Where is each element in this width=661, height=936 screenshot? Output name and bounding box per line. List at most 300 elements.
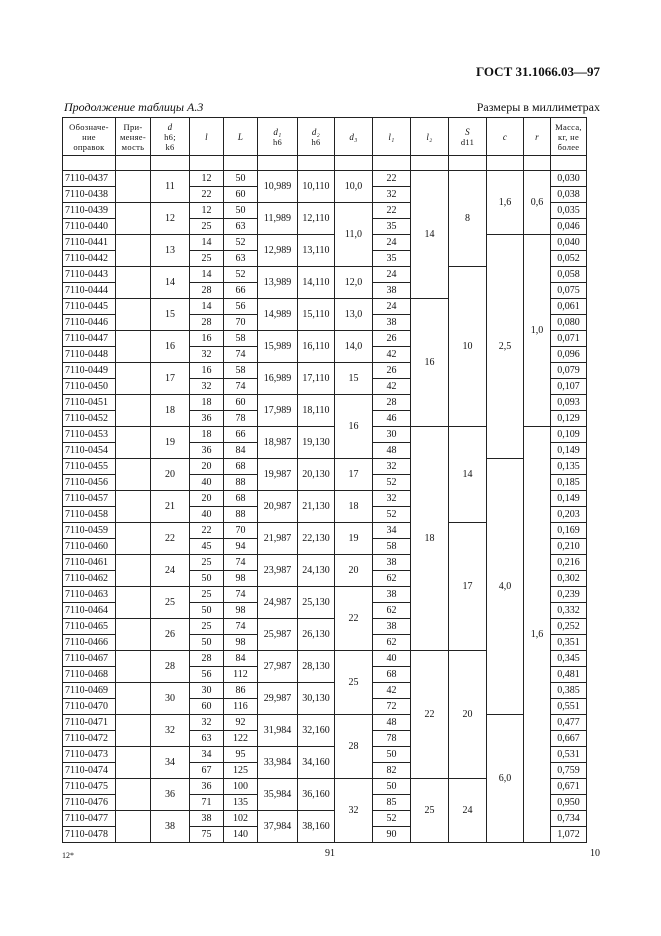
cell-mass: 0,040 (551, 235, 587, 251)
cell-L: 116 (224, 699, 258, 715)
mandrel-dimensions-table (62, 117, 587, 843)
cell-designation: 7110-0452 (63, 411, 116, 427)
column-header: При- меняе- мость (116, 118, 151, 156)
footer-signature-mark: 12* (62, 851, 74, 860)
cell-d: 34 (151, 747, 190, 779)
cell-mass: 0,109 (551, 427, 587, 443)
cell-mass: 0,096 (551, 347, 587, 363)
cell-l2: 25 (411, 779, 449, 843)
column-header: r (524, 118, 551, 156)
cell-d1: 18,987 (258, 427, 298, 459)
cell-l: 25 (190, 251, 224, 267)
cell-l: 20 (190, 491, 224, 507)
cell-d3: 14,0 (335, 331, 373, 363)
cell-l: 60 (190, 699, 224, 715)
cell-applicability (116, 235, 151, 267)
cell-designation: 7110-0449 (63, 363, 116, 379)
cell-L: 74 (224, 587, 258, 603)
cell-mass: 0,667 (551, 731, 587, 747)
cell-l1: 24 (373, 267, 411, 283)
cell-designation: 7110-0447 (63, 331, 116, 347)
cell-d1: 23,987 (258, 555, 298, 587)
cell-d: 12 (151, 203, 190, 235)
cell-l: 18 (190, 395, 224, 411)
cell-l1: 35 (373, 219, 411, 235)
cell-designation: 7110-0439 (63, 203, 116, 219)
cell-d1: 37,984 (258, 811, 298, 843)
cell-l1: 32 (373, 459, 411, 475)
cell-L: 66 (224, 427, 258, 443)
cell-d1: 15,989 (258, 331, 298, 363)
cell-d: 19 (151, 427, 190, 459)
cell-l: 12 (190, 203, 224, 219)
cell-mass: 0,135 (551, 459, 587, 475)
cell-L: 84 (224, 651, 258, 667)
cell-mass: 0,075 (551, 283, 587, 299)
cell-designation: 7110-0448 (63, 347, 116, 363)
cell-l: 32 (190, 715, 224, 731)
cell-L: 122 (224, 731, 258, 747)
cell-designation: 7110-0437 (63, 171, 116, 187)
cell-applicability (116, 523, 151, 555)
cell-l1: 38 (373, 619, 411, 635)
cell-d: 25 (151, 587, 190, 619)
cell-d2: 16,110 (298, 331, 335, 363)
cell-designation: 7110-0468 (63, 667, 116, 683)
cell-l: 25 (190, 555, 224, 571)
cell-d2: 25,130 (298, 587, 335, 619)
header-gap-row (63, 156, 587, 171)
cell-d: 36 (151, 779, 190, 811)
cell-designation: 7110-0446 (63, 315, 116, 331)
cell-L: 52 (224, 235, 258, 251)
cell-l: 25 (190, 219, 224, 235)
cell-l1: 46 (373, 411, 411, 427)
cell-d1: 29,987 (258, 683, 298, 715)
cell-l: 14 (190, 235, 224, 251)
cell-applicability (116, 715, 151, 747)
cell-l1: 48 (373, 715, 411, 731)
cell-L: 50 (224, 171, 258, 187)
table-row (63, 715, 587, 731)
cell-L: 74 (224, 347, 258, 363)
cell-L: 68 (224, 459, 258, 475)
cell-l: 28 (190, 651, 224, 667)
cell-S: 17 (449, 523, 487, 651)
cell-L: 56 (224, 299, 258, 315)
cell-applicability (116, 683, 151, 715)
cell-l1: 72 (373, 699, 411, 715)
cell-d2: 18,110 (298, 395, 335, 427)
cell-L: 95 (224, 747, 258, 763)
cell-l2: 22 (411, 651, 449, 779)
cell-mass: 0,149 (551, 443, 587, 459)
cell-applicability (116, 491, 151, 523)
cell-designation: 7110-0467 (63, 651, 116, 667)
cell-d3: 32 (335, 779, 373, 843)
cell-L: 58 (224, 331, 258, 347)
cell-l1: 32 (373, 491, 411, 507)
cell-L: 60 (224, 395, 258, 411)
cell-mass: 0,169 (551, 523, 587, 539)
cell-mass: 0,481 (551, 667, 587, 683)
cell-applicability (116, 619, 151, 651)
cell-designation: 7110-0454 (63, 443, 116, 459)
column-header: d₂ h6 (298, 118, 335, 156)
cell-L: 112 (224, 667, 258, 683)
cell-d: 15 (151, 299, 190, 331)
cell-l1: 38 (373, 587, 411, 603)
cell-l: 30 (190, 683, 224, 699)
cell-l1: 32 (373, 187, 411, 203)
cell-L: 125 (224, 763, 258, 779)
cell-L: 86 (224, 683, 258, 699)
cell-l1: 52 (373, 475, 411, 491)
cell-l: 50 (190, 571, 224, 587)
cell-designation: 7110-0474 (63, 763, 116, 779)
cell-d2: 15,110 (298, 299, 335, 331)
cell-d2: 17,110 (298, 363, 335, 395)
cell-designation: 7110-0441 (63, 235, 116, 251)
cell-l: 18 (190, 427, 224, 443)
cell-mass: 0,079 (551, 363, 587, 379)
cell-l: 36 (190, 779, 224, 795)
cell-d: 32 (151, 715, 190, 747)
cell-L: 84 (224, 443, 258, 459)
cell-d1: 21,987 (258, 523, 298, 555)
cell-l1: 34 (373, 523, 411, 539)
cell-mass: 0,052 (551, 251, 587, 267)
cell-L: 74 (224, 379, 258, 395)
cell-designation: 7110-0456 (63, 475, 116, 491)
cell-L: 88 (224, 507, 258, 523)
cell-designation: 7110-0475 (63, 779, 116, 795)
cell-mass: 1,072 (551, 827, 587, 843)
column-header: c (487, 118, 524, 156)
cell-applicability (116, 427, 151, 459)
cell-l: 16 (190, 363, 224, 379)
cell-l1: 52 (373, 507, 411, 523)
cell-applicability (116, 651, 151, 683)
cell-mass: 0,061 (551, 299, 587, 315)
cell-mass: 0,332 (551, 603, 587, 619)
cell-L: 94 (224, 539, 258, 555)
cell-mass: 0,551 (551, 699, 587, 715)
sheet-number: 10 (590, 848, 600, 859)
cell-d1: 16,989 (258, 363, 298, 395)
cell-designation: 7110-0478 (63, 827, 116, 843)
cell-designation: 7110-0463 (63, 587, 116, 603)
cell-d2: 28,130 (298, 651, 335, 683)
cell-L: 66 (224, 283, 258, 299)
cell-d: 24 (151, 555, 190, 587)
cell-d2: 13,110 (298, 235, 335, 267)
cell-l1: 68 (373, 667, 411, 683)
cell-mass: 0,203 (551, 507, 587, 523)
cell-d3: 20 (335, 555, 373, 587)
cell-l1: 24 (373, 299, 411, 315)
cell-L: 88 (224, 475, 258, 491)
cell-l1: 42 (373, 379, 411, 395)
column-header: S d11 (449, 118, 487, 156)
cell-L: 135 (224, 795, 258, 811)
cell-designation: 7110-0451 (63, 395, 116, 411)
cell-d: 11 (151, 171, 190, 203)
cell-mass: 0,302 (551, 571, 587, 587)
cell-mass: 0,071 (551, 331, 587, 347)
cell-c: 6,0 (487, 715, 524, 843)
cell-l1: 62 (373, 571, 411, 587)
cell-d1: 12,989 (258, 235, 298, 267)
cell-L: 60 (224, 187, 258, 203)
cell-d1: 31,984 (258, 715, 298, 747)
cell-l2: 14 (411, 171, 449, 299)
cell-d3: 12,0 (335, 267, 373, 299)
cell-d1: 13,989 (258, 267, 298, 299)
cell-mass: 0,058 (551, 267, 587, 283)
cell-d2: 10,110 (298, 171, 335, 203)
cell-d2: 21,130 (298, 491, 335, 523)
cell-l: 28 (190, 315, 224, 331)
cell-l1: 30 (373, 427, 411, 443)
cell-applicability (116, 811, 151, 843)
cell-l: 40 (190, 475, 224, 491)
cell-mass: 0,080 (551, 315, 587, 331)
cell-applicability (116, 331, 151, 363)
cell-l1: 42 (373, 347, 411, 363)
cell-mass: 0,734 (551, 811, 587, 827)
cell-l1: 28 (373, 395, 411, 411)
cell-d: 21 (151, 491, 190, 523)
cell-mass: 0,385 (551, 683, 587, 699)
cell-l1: 26 (373, 363, 411, 379)
cell-l1: 85 (373, 795, 411, 811)
cell-d1: 20,987 (258, 491, 298, 523)
cell-d3: 16 (335, 395, 373, 459)
cell-l: 20 (190, 459, 224, 475)
cell-d2: 30,130 (298, 683, 335, 715)
cell-designation: 7110-0459 (63, 523, 116, 539)
cell-designation: 7110-0465 (63, 619, 116, 635)
cell-S: 24 (449, 779, 487, 843)
cell-d1: 14,989 (258, 299, 298, 331)
cell-l1: 50 (373, 747, 411, 763)
cell-applicability (116, 267, 151, 299)
cell-c: 1,6 (487, 171, 524, 235)
cell-S: 10 (449, 267, 487, 427)
cell-applicability (116, 363, 151, 395)
cell-l2: 18 (411, 427, 449, 651)
cell-L: 98 (224, 603, 258, 619)
column-header: l₂ (411, 118, 449, 156)
cell-mass: 0,531 (551, 747, 587, 763)
cell-l: 16 (190, 331, 224, 347)
cell-designation: 7110-0440 (63, 219, 116, 235)
cell-mass: 0,345 (551, 651, 587, 667)
cell-designation: 7110-0457 (63, 491, 116, 507)
cell-L: 68 (224, 491, 258, 507)
cell-d3: 25 (335, 651, 373, 715)
cell-l1: 52 (373, 811, 411, 827)
cell-designation: 7110-0453 (63, 427, 116, 443)
cell-d: 38 (151, 811, 190, 843)
cell-d2: 19,130 (298, 427, 335, 459)
cell-l: 56 (190, 667, 224, 683)
cell-designation: 7110-0473 (63, 747, 116, 763)
cell-L: 78 (224, 411, 258, 427)
cell-L: 100 (224, 779, 258, 795)
cell-L: 63 (224, 219, 258, 235)
column-header: d h6; k6 (151, 118, 190, 156)
cell-L: 58 (224, 363, 258, 379)
cell-l1: 24 (373, 235, 411, 251)
cell-d1: 11,989 (258, 203, 298, 235)
cell-l1: 82 (373, 763, 411, 779)
cell-r: 1,0 (524, 235, 551, 427)
cell-l: 32 (190, 379, 224, 395)
cell-designation: 7110-0476 (63, 795, 116, 811)
cell-d1: 10,989 (258, 171, 298, 203)
cell-designation: 7110-0461 (63, 555, 116, 571)
cell-l1: 35 (373, 251, 411, 267)
column-header: d₃ (335, 118, 373, 156)
cell-l: 25 (190, 619, 224, 635)
cell-l: 75 (190, 827, 224, 843)
cell-d2: 26,130 (298, 619, 335, 651)
cell-d2: 14,110 (298, 267, 335, 299)
cell-l: 22 (190, 187, 224, 203)
cell-designation: 7110-0442 (63, 251, 116, 267)
cell-r: 0,6 (524, 171, 551, 235)
cell-mass: 0,093 (551, 395, 587, 411)
cell-l: 38 (190, 811, 224, 827)
cell-designation: 7110-0471 (63, 715, 116, 731)
column-header: d₁ h6 (258, 118, 298, 156)
cell-l: 32 (190, 347, 224, 363)
cell-designation: 7110-0464 (63, 603, 116, 619)
cell-d1: 25,987 (258, 619, 298, 651)
table-row (63, 459, 587, 475)
cell-mass: 0,046 (551, 219, 587, 235)
cell-d2: 34,160 (298, 747, 335, 779)
cell-l: 28 (190, 283, 224, 299)
cell-designation: 7110-0450 (63, 379, 116, 395)
cell-d3: 17 (335, 459, 373, 491)
cell-d: 18 (151, 395, 190, 427)
cell-l: 14 (190, 267, 224, 283)
cell-d2: 12,110 (298, 203, 335, 235)
cell-L: 70 (224, 523, 258, 539)
cell-L: 52 (224, 267, 258, 283)
cell-d3: 28 (335, 715, 373, 779)
cell-mass: 0,950 (551, 795, 587, 811)
cell-mass: 0,252 (551, 619, 587, 635)
cell-l1: 38 (373, 555, 411, 571)
cell-l: 50 (190, 635, 224, 651)
cell-l: 45 (190, 539, 224, 555)
cell-l1: 40 (373, 651, 411, 667)
cell-d3: 19 (335, 523, 373, 555)
cell-mass: 0,107 (551, 379, 587, 395)
cell-l1: 22 (373, 203, 411, 219)
cell-d2: 38,160 (298, 811, 335, 843)
cell-d3: 18 (335, 491, 373, 523)
column-header: L (224, 118, 258, 156)
cell-d3: 11,0 (335, 203, 373, 267)
cell-l1: 62 (373, 635, 411, 651)
cell-designation: 7110-0445 (63, 299, 116, 315)
cell-d1: 27,987 (258, 651, 298, 683)
cell-l1: 78 (373, 731, 411, 747)
cell-applicability (116, 779, 151, 811)
cell-l: 71 (190, 795, 224, 811)
cell-d1: 33,984 (258, 747, 298, 779)
cell-l: 22 (190, 523, 224, 539)
cell-S: 8 (449, 171, 487, 267)
cell-mass: 0,477 (551, 715, 587, 731)
cell-L: 74 (224, 619, 258, 635)
cell-d1: 35,984 (258, 779, 298, 811)
cell-S: 20 (449, 651, 487, 779)
cell-designation: 7110-0477 (63, 811, 116, 827)
cell-c: 2,5 (487, 235, 524, 459)
cell-d2: 22,130 (298, 523, 335, 555)
cell-designation: 7110-0470 (63, 699, 116, 715)
cell-d3: 22 (335, 587, 373, 651)
cell-applicability (116, 395, 151, 427)
cell-applicability (116, 459, 151, 491)
cell-d: 16 (151, 331, 190, 363)
cell-applicability (116, 299, 151, 331)
cell-mass: 0,759 (551, 763, 587, 779)
cell-d: 26 (151, 619, 190, 651)
cell-l1: 42 (373, 683, 411, 699)
cell-L: 98 (224, 635, 258, 651)
column-header: Масса, кг, не более (551, 118, 587, 156)
cell-mass: 0,351 (551, 635, 587, 651)
cell-applicability (116, 747, 151, 779)
cell-l: 67 (190, 763, 224, 779)
cell-designation: 7110-0438 (63, 187, 116, 203)
units-note: Размеры в миллиметрах (476, 100, 600, 114)
cell-c: 4,0 (487, 459, 524, 715)
cell-d: 28 (151, 651, 190, 683)
cell-l: 36 (190, 411, 224, 427)
cell-d: 20 (151, 459, 190, 491)
cell-L: 50 (224, 203, 258, 219)
cell-l: 34 (190, 747, 224, 763)
cell-mass: 0,671 (551, 779, 587, 795)
cell-mass: 0,239 (551, 587, 587, 603)
cell-L: 70 (224, 315, 258, 331)
cell-l: 14 (190, 299, 224, 315)
column-header: l (190, 118, 224, 156)
document-standard-code: ГОСТ 31.1066.03—97 (475, 64, 600, 79)
cell-d: 30 (151, 683, 190, 715)
cell-designation: 7110-0458 (63, 507, 116, 523)
cell-mass: 0,030 (551, 171, 587, 187)
cell-mass: 0,129 (551, 411, 587, 427)
cell-d: 22 (151, 523, 190, 555)
cell-l1: 26 (373, 331, 411, 347)
cell-L: 63 (224, 251, 258, 267)
cell-l1: 50 (373, 779, 411, 795)
cell-l1: 38 (373, 283, 411, 299)
cell-l: 40 (190, 507, 224, 523)
cell-designation: 7110-0472 (63, 731, 116, 747)
column-header: l₁ (373, 118, 411, 156)
cell-l1: 48 (373, 443, 411, 459)
